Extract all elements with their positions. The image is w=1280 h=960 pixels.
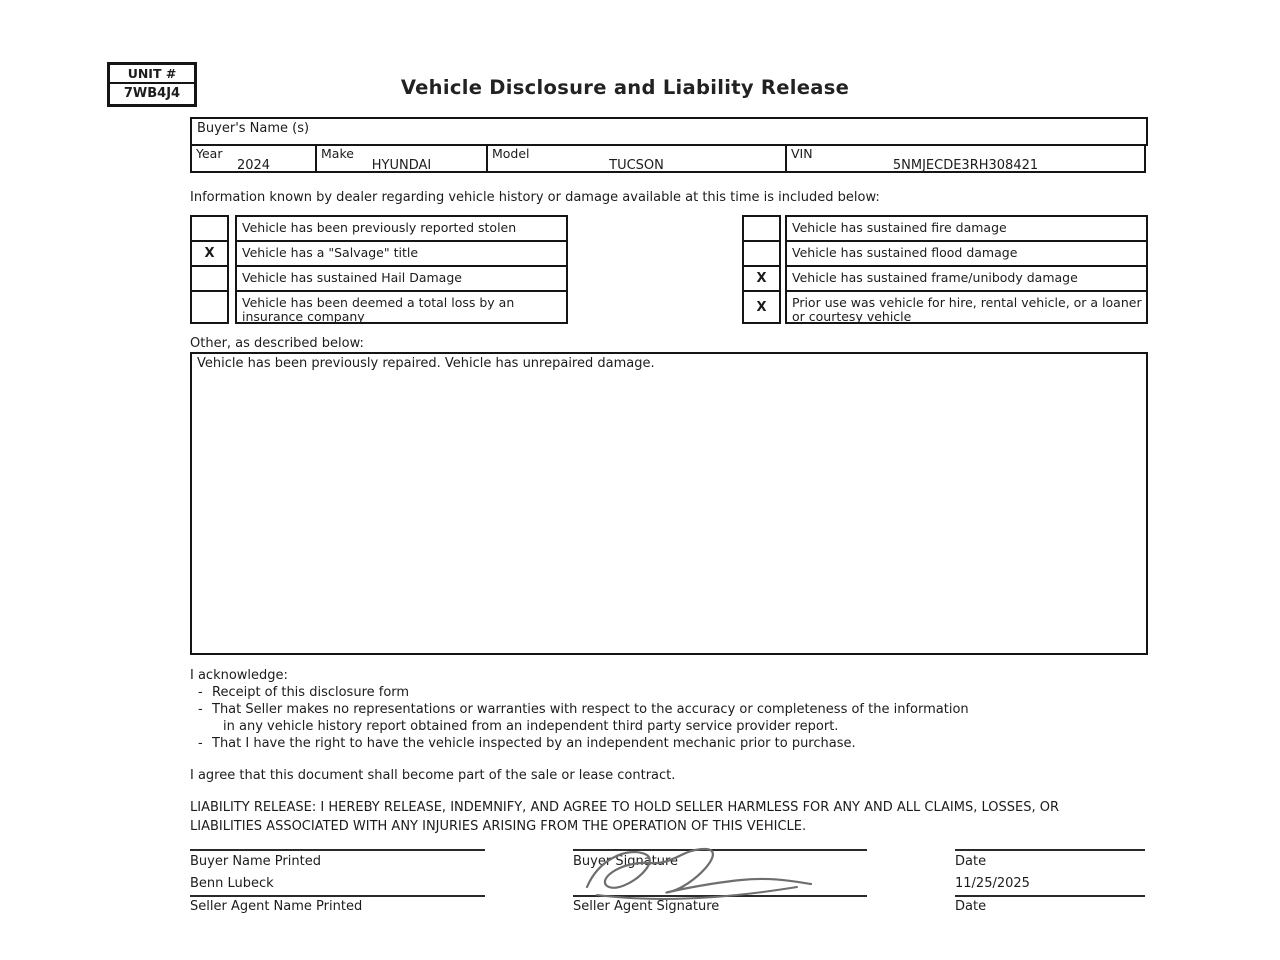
model-label: Model bbox=[492, 146, 530, 161]
checkbox-frame-damage bbox=[742, 265, 781, 292]
checkbox-label: Vehicle has been previously reported stolen bbox=[235, 215, 568, 242]
seller-agent-name-value: Benn Lubeck bbox=[190, 876, 485, 897]
checkbox-row bbox=[742, 290, 1148, 324]
bullet-dash: - bbox=[198, 685, 203, 700]
disclosure-info-line: Information known by dealer regarding vehicle history or damage available at this time is included below: bbox=[190, 190, 880, 205]
other-section-label: Other, as described below: bbox=[190, 336, 364, 351]
checkbox-mark: X bbox=[756, 299, 767, 315]
vehicle-info-row bbox=[190, 144, 1148, 173]
checkbox-stolen bbox=[190, 215, 229, 242]
acknowledge-item bbox=[190, 701, 1148, 718]
acknowledge-text: That Seller makes no representations or warranties with respect to the accuracy or completeness of the information bbox=[212, 702, 969, 717]
checkbox-fire-damage bbox=[742, 215, 781, 242]
seller-agent-name-cell bbox=[190, 876, 485, 914]
checkbox-row bbox=[190, 265, 568, 292]
bullet-dash: - bbox=[198, 702, 203, 717]
checkbox-grid bbox=[190, 215, 1148, 324]
seller-date-cell bbox=[955, 876, 1145, 914]
checkbox-label: Prior use was vehicle for hire, rental vehicle, or a loaner or courtesy vehicle bbox=[785, 290, 1148, 324]
checkbox-label: Vehicle has sustained flood damage bbox=[785, 240, 1148, 267]
checkbox-prior-use bbox=[742, 290, 781, 324]
signature-section bbox=[190, 849, 1148, 914]
year-field bbox=[190, 144, 317, 173]
form-body bbox=[190, 117, 1148, 914]
buyer-signature-label: Buyer Signature bbox=[573, 849, 867, 869]
unit-number: 7WB4J4 bbox=[123, 86, 181, 101]
model-field bbox=[486, 144, 787, 173]
year-label: Year bbox=[196, 146, 223, 161]
bullet-dash: - bbox=[198, 736, 203, 751]
vin-label: VIN bbox=[791, 146, 813, 161]
make-label: Make bbox=[321, 146, 354, 161]
year-value: 2024 bbox=[236, 158, 271, 173]
checkbox-mark: X bbox=[204, 246, 215, 261]
vin-value: 5NMJECDE3RH308421 bbox=[892, 158, 1039, 173]
agree-line: I agree that this document shall become part of the sale or lease contract. bbox=[190, 768, 676, 783]
acknowledge-section bbox=[190, 667, 1148, 752]
checkbox-row bbox=[190, 290, 568, 324]
seller-agent-name-label: Seller Agent Name Printed bbox=[190, 899, 363, 914]
checkbox-row bbox=[190, 240, 568, 267]
seller-agent-signature-value bbox=[573, 876, 867, 897]
checkbox-label: Vehicle has sustained fire damage bbox=[785, 215, 1148, 242]
buyer-date-label: Date bbox=[955, 849, 1145, 869]
checkbox-hail-damage bbox=[190, 265, 229, 292]
signature-row-buyer bbox=[190, 849, 1148, 869]
checkbox-column-right bbox=[742, 215, 1148, 324]
buyer-name-field bbox=[190, 117, 1148, 146]
vin-field bbox=[785, 144, 1146, 173]
acknowledge-item bbox=[190, 684, 1148, 701]
seller-date-value: 11/25/2025 bbox=[955, 876, 1145, 897]
other-description-box bbox=[190, 352, 1148, 655]
checkbox-total-loss bbox=[190, 290, 229, 324]
page-title: Vehicle Disclosure and Liability Release bbox=[400, 76, 850, 99]
acknowledge-item bbox=[190, 735, 1148, 752]
checkbox-salvage-title bbox=[190, 240, 229, 267]
signature-row-seller bbox=[190, 876, 1148, 914]
checkbox-label: Vehicle has sustained Hail Damage bbox=[235, 265, 568, 292]
acknowledge-text: That I have the right to have the vehicle inspected by an independent mechanic prior to purchase. bbox=[212, 736, 856, 751]
other-description-text: Vehicle has been previously repaired. Vehicle has unrepaired damage. bbox=[197, 356, 655, 371]
checkbox-row bbox=[190, 215, 568, 242]
unit-label: UNIT # bbox=[110, 65, 194, 84]
acknowledge-text: Receipt of this disclosure form bbox=[212, 685, 410, 700]
checkbox-row bbox=[742, 240, 1148, 267]
checkbox-row bbox=[742, 265, 1148, 292]
buyer-name-printed-label: Buyer Name Printed bbox=[190, 849, 485, 869]
checkbox-flood-damage bbox=[742, 240, 781, 267]
acknowledge-continuation: in any vehicle history report obtained from an independent third party service provider report. bbox=[223, 719, 839, 734]
make-value: HYUNDAI bbox=[371, 158, 432, 173]
checkbox-label: Vehicle has a "Salvage" title bbox=[235, 240, 568, 267]
model-value: TUCSON bbox=[609, 158, 664, 173]
seller-agent-signature-cell bbox=[573, 876, 867, 914]
seller-date-label: Date bbox=[955, 899, 987, 914]
buyer-name-label: Buyer's Name (s) bbox=[197, 121, 310, 136]
checkbox-label: Vehicle has sustained frame/unibody damage bbox=[785, 265, 1148, 292]
checkbox-column-left bbox=[190, 215, 568, 324]
checkbox-mark: X bbox=[756, 271, 767, 286]
checkbox-row bbox=[742, 215, 1148, 242]
make-field bbox=[315, 144, 488, 173]
signature-scribble-icon bbox=[569, 835, 859, 905]
seller-agent-signature-label: Seller Agent Signature bbox=[573, 899, 720, 914]
checkbox-label: Vehicle has been deemed a total loss by an insurance company bbox=[235, 290, 568, 324]
acknowledge-heading: I acknowledge: bbox=[190, 668, 288, 683]
liability-release-paragraph: LIABILITY RELEASE: I HEREBY RELEASE, INDEMNIFY, AND AGREE TO HOLD SELLER HARMLESS FOR ANY AND ALL CLAIMS, LOSSES, OR LIABILITIES ASSOCIATED WITH ANY INJURIES ARISING FROM THE OPERATION OF THIS VEHICLE. bbox=[190, 800, 1059, 834]
